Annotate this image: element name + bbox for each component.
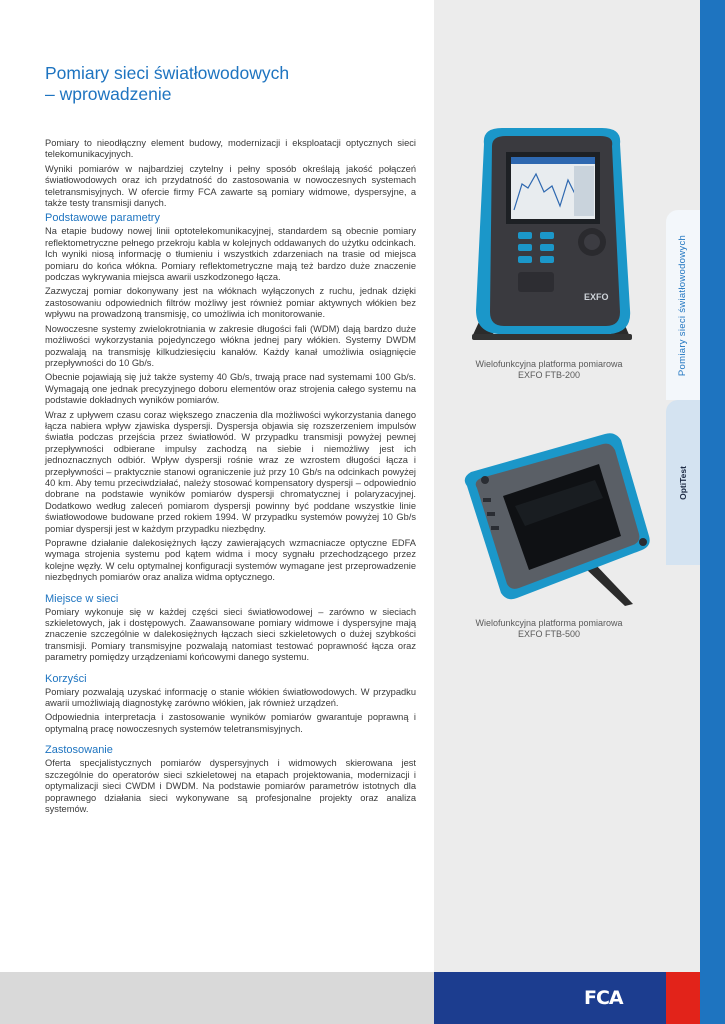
blue-edge-bar [700,0,725,1024]
side-tab-section[interactable] [666,210,700,400]
footer-gray-band [0,972,434,1024]
section-heading: Korzyści [45,672,87,685]
section-paragraph: Nowoczesne systemy zwielokrotniania w zakresie długości fali (WDM) dają bardzo duże możliwości wykorzystania pojedynczego włókna jednej pary włókien. Systemy DWDM pozwalają na transmisję kilkudziesięciu kanałów. Każdy kanał umożliwia osiągnięcie przepływności do 10 Gb/s. [45,323,416,368]
section-paragraph: Odpowiednia interpretacja i zastosowanie wyników pomiarów gwarantuje poprawną i optymalną pracę nowoczesnych systemów teletransmisyjnych. [45,712,416,734]
section-paragraph: Pomiary wykonuje się w każdej części sieci światłowodowej – zarówno w sieciach szkieletowych, jak i dostępowych. Zaawansowane pomiary widmowe i dyspersyjne mają znaczenie szczególnie w dalekosiężnych łączach sieci szkieletowych o dużej szybkości transmisji. Pomiary transmisyjne pozwalają natomiast testować poprawność łącza oraz parametry pomiędzy urządzeniami końcowymi danego systemu. [45,606,416,663]
section-heading: Zastosowanie [45,744,113,757]
section-paragraph: Na etapie budowy nowej linii optotelekomunikacyjnej, standardem są obecnie pomiary reflektometryczne pełnego przekroju kabla w kolejnych oddawanych do użytku odcinkach. Ich wyniki niosą informację o tłumieniu i wszystkich zdarzeniach na trasie od miejsca pomiaru do końca włókna. Pomiary reflektometryczne mają też bardzo duże znaczenie podczas wykrywania miejsca awarii uszkodzonego łącza. [45,226,416,283]
ftb500-caption-line2: EXFO FTB-500 [517,629,580,639]
section-paragraph: Wraz z upływem czasu coraz większego znaczenia dla możliwości wykorzystania danego łącza nabiera wpływ zjawiska dyspersji. Dyspersja objawia się rozszerzeniem impulsów światła podczas przejścia przez światłowód. W przypadku transmisji powyżej pewnej przepływności odbierane impulsy zachodzą na siebie i niemożliwy jest ich jednoznacznych odbiór. Wpływ dyspersji rośnie wraz ze wzrostem długości łącza i przepływności – praktycznie stanowi ograniczenie już przy 10 Gb/s na odcinkach powyżej 40 km. Aby temu przeciwdziałać, należy stosować kompensatory dyspersji – odpowiednio dobrane na podstawie wyników pomiarów dyspersji chromatycznej i polaryzacyjnej. Dodatkowo według zaleceń pomiarom dyspersji powinny być poddane wszystkie linie światłowodowe budowane przed rokiem 1994. W przypadku systemów powyżej 10 Gb/s pomiar dyspersji jest w każdym przypadku niezbędny. [45,409,416,534]
article-body [45,138,416,818]
side-tab-optitest[interactable] [666,400,700,565]
section-paragraph: Pomiary pozwalają uzyskać informację o stanie włókien światłowodowych. W przypadku awarii umożliwiają diagnostykę zarówno włókien, jak również urządzeń. [45,686,416,709]
section-paragraph: Oferta specjalistycznych pomiarów dyspersyjnych i widmowych skierowana jest szczególnie do operatorów sieci szkieletowej na etapach projektowania, modernizacji i optymalizacji sieci CWDM i DWDM. Na podstawie pomiarów parametrów istotnych dla poprawnego działania sieci wykonywane są profesjonalne projekty oraz analiza systemów. [45,758,416,814]
ftb500-caption [454,618,644,640]
intro-paragraph: Pomiary to nieodłączny element budowy, modernizacji i eksploatacji optycznych sieci telekomunikacyjnych. [45,138,416,160]
intro-paragraph: Wyniki pomiarów w najbardziej czytelny i pełny sposób określają jakość połączeń światłowodowych oraz ich przydatność do zastosowania w nowoczesnych systemach teletransmisyjnych. W ofercie firmy FCA zawarte są pomiary widmowe, dyspersyjne, a także testy transmisji danych. [45,163,416,209]
ftb500-caption-line1: Wielofunkcyjna platforma pomiarowa [475,618,623,628]
ftb200-caption [454,359,644,381]
device-ftb200-image [462,122,640,347]
fca-logo: FCA [584,987,623,1009]
ftb200-caption-line1: Wielofunkcyjna platforma pomiarowa [475,359,623,369]
device-ftb500-image [455,428,655,608]
ftb200-caption-line2: EXFO FTB-200 [517,370,580,380]
section-paragraph: Zazwyczaj pomiar dokonywany jest na włóknach wyłączonych z ruchu, jednak dzięki zastosowaniu odpowiednich filtrów możliwy jest również pomiar aktywnych włókien bez wpływu na prowadzoną transmisję, co umożliwia ich monitorowanie. [45,286,416,320]
section-paragraph: Poprawne działanie dalekosiężnych łączy zawierających wzmacniacze optyczne EDFA wymaga strojenia systemu pod kątem widma i mocy sygnału przechodzącego przez kolejne węzły. W celu optymalnej konfiguracji systemów wymagane jest przeprowadzenie niezbędnych pomiarów oraz analiza widma optycznego. [45,538,416,583]
section-heading: Podstawowe parametry [45,212,160,225]
device-brand-label: EXFO [584,292,609,302]
section-heading: Miejsce w sieci [45,592,119,605]
footer-navy-band [434,972,666,1024]
section-paragraph: Obecnie pojawiają się już także systemy 40 Gb/s, trwają prace nad systemami 100 Gb/s. Wymagają one jednak precyzyjnego doboru elementów oraz strojenia całego systemu na podstawie dokładnych wyników pomiarów. [45,372,416,406]
side-tab-optitest-label: OptiTest [678,465,688,500]
page-title-line2: – wprowadzenie [45,84,172,104]
footer-red-band [666,972,700,1024]
page-title-line1: Pomiary sieci światłowodowych [45,63,290,83]
side-tab-section-label: Pomiary sieci światłowodowych [677,234,689,376]
page-title [45,63,405,105]
